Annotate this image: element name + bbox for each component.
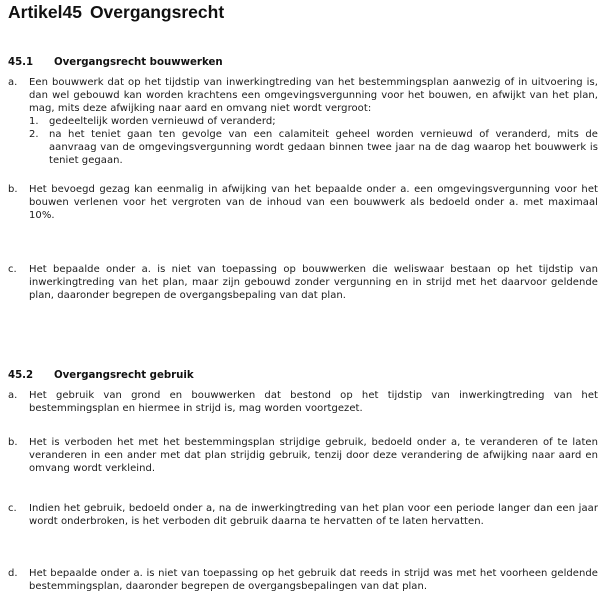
item-text: Het is verboden het met het bestemmingsplan strijdige gebruik, bedoeld onder a, te veranderen of te laten veranderen in een ander met dat plan strijdig gebruik, tenzij door deze verandering de afwijking naar aard en omvang wordt verkleind. — [29, 437, 598, 474]
item-label: b. — [8, 437, 18, 448]
sub-list-item — [29, 128, 598, 167]
list-item — [8, 76, 598, 167]
section-heading-45-2 — [8, 370, 194, 381]
item-text: Een bouwwerk dat op het tijdstip van inwerkingtreding van het bestemmingsplan aanwezig of in uitvoering is, dan wel gebouwd kan worden krachtens een omgevingsvergunning voor het bouwen, en afwijkt van het plan, mag, mits deze afwijking naar aard en omvang niet wordt vergroot: — [29, 77, 598, 114]
list-item — [8, 436, 598, 475]
section-title: Overgangsrecht gebruik — [54, 370, 194, 381]
section-number: 45.2 — [8, 370, 34, 381]
item-text: Het bevoegd gezag kan eenmalig in afwijking van het bepaalde onder a. een omgevingsvergunning voor het bouwen verlenen voor het vergroten van de inhoud van een bouwwerk als bedoeld onder a. met maximaal 10%. — [29, 184, 598, 221]
article-title — [8, 2, 224, 23]
list-item — [8, 263, 598, 302]
item-text: Het bepaalde onder a. is niet van toepassing op het gebruik dat reeds in strijd was met het voorheen geldende bestemmingsplan, daaronder begrepen de overgangsbepalingen van dat plan. — [29, 568, 598, 592]
item-label: d. — [8, 568, 18, 579]
item-label: c. — [8, 264, 17, 275]
section-heading-45-1 — [8, 57, 223, 68]
item-text: Het gebruik van grond en bouwwerken dat bestond op het tijdstip van inwerkingtreding van het bestemmingsplan en hiermee in strijd is, mag worden voortgezet. — [29, 390, 598, 414]
item-label: a. — [8, 77, 18, 88]
list-item — [8, 502, 598, 528]
item-text: Indien het gebruik, bedoeld onder a, na de inwerkingtreding van het plan voor een periode langer dan een jaar wordt onderbroken, is het verboden dit gebruik daarna te hervatten of te laten hervatten. — [29, 503, 598, 527]
list-item — [8, 183, 598, 222]
section-number: 45.1 — [8, 57, 34, 68]
list-item — [8, 567, 598, 593]
sub-list-item — [29, 115, 598, 128]
sub-item-text: gedeeltelijk worden vernieuwd of veranderd; — [49, 116, 276, 127]
article-heading: Overgangsrecht — [89, 2, 225, 22]
sub-item-label: 2. — [29, 129, 39, 140]
article-number: Artikel45 — [8, 2, 82, 22]
item-label: b. — [8, 184, 18, 195]
list-item — [8, 389, 598, 415]
section-title: Overgangsrecht bouwwerken — [54, 57, 223, 68]
item-label: c. — [8, 503, 17, 514]
sub-item-text: na het teniet gaan ten gevolge van een calamiteit geheel worden vernieuwd of veranderd, mits de aanvraag van de omgevingsvergunning wordt gedaan binnen twee jaar na de dag waarop het bouwwerk is teniet gegaan. — [49, 129, 598, 166]
item-text: Het bepaalde onder a. is niet van toepassing op bouwwerken die weliswaar bestaan op het tijdstip van inwerkingtreding van het plan, maar zijn gebouwd zonder vergunning en in strijd met het daarvoor geldende plan, daaronder begrepen de overgangsbepaling van dat plan. — [29, 264, 598, 301]
item-label: a. — [8, 390, 18, 401]
sub-item-label: 1. — [29, 116, 39, 127]
